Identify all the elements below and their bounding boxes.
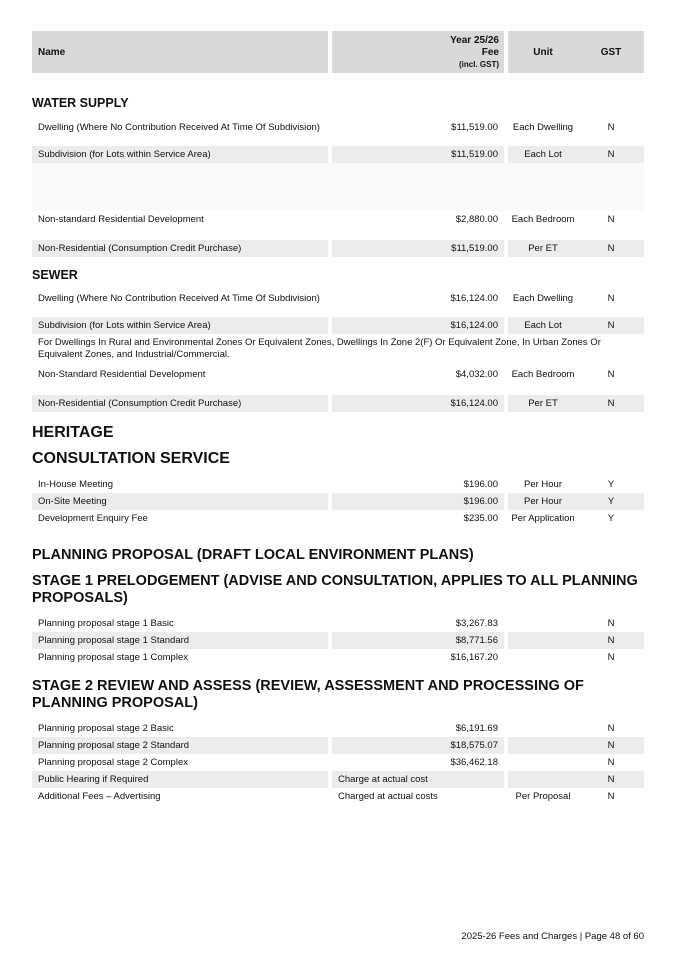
row-unit — [508, 771, 578, 788]
table-row — [32, 290, 644, 317]
row-fee: $11,519.00 — [451, 122, 498, 133]
section-title-planning-proposal: PLANNING PROPOSAL (DRAFT LOCAL ENVIRONMENT PLANS) — [32, 547, 474, 563]
row-fee: $8,771.56 — [332, 632, 504, 649]
row-unit: Per Proposal — [515, 791, 571, 802]
row-gst: N — [607, 757, 615, 768]
table-row — [32, 211, 644, 240]
sewer-zone-note: For Dwellings In Rural and Environmental Zones Or Equivalent Zones, Dwellings In Zone 2(F) Or Equivalent Zone, In Urban Zones Or Equivalent Zones, and Industrial/Commercial. — [38, 337, 601, 360]
row-fee: $36,462.18 — [450, 757, 498, 768]
row-gst: N — [607, 618, 615, 629]
table-row — [32, 754, 644, 771]
row-name: Public Hearing if Required — [32, 771, 328, 788]
row-gst: N — [578, 317, 644, 334]
row-fee: $11,519.00 — [332, 240, 504, 257]
row-fee: $235.00 — [463, 513, 498, 524]
page-footer: 2025-26 Fees and Charges | Page 48 of 60 — [461, 931, 644, 942]
row-fee: $4,032.00 — [455, 369, 498, 380]
row-fee: $16,167.20 — [450, 652, 498, 663]
row-name: Planning proposal stage 2 Basic — [38, 723, 174, 734]
table-row — [32, 771, 644, 788]
row-name: Planning proposal stage 1 Standard — [32, 632, 328, 649]
header-fee-year: Year 25/26 — [450, 35, 499, 46]
table-row — [32, 615, 644, 632]
table-row — [32, 720, 644, 737]
row-name: Planning proposal stage 1 Complex — [38, 652, 188, 663]
row-name: Additional Fees – Advertising — [38, 791, 161, 802]
header-name: Name — [32, 31, 328, 73]
row-gst: N — [607, 293, 615, 304]
row-unit — [508, 615, 578, 632]
row-unit: Per ET — [508, 395, 578, 412]
table-row — [32, 317, 644, 334]
row-gst: N — [578, 771, 644, 788]
row-gst: N — [578, 737, 644, 754]
header-fee-label: Fee — [481, 47, 499, 58]
row-unit — [508, 737, 578, 754]
row-name: Dwelling (Where No Contribution Received At Time Of Subdivision) — [38, 293, 320, 304]
row-unit: Each Lot — [508, 317, 578, 334]
table-row — [32, 632, 644, 649]
row-name: Development Enquiry Fee — [38, 513, 148, 524]
table-row — [32, 395, 644, 412]
fee-schedule-page — [32, 31, 644, 817]
header-fee — [332, 31, 504, 73]
row-unit: Each Lot — [508, 146, 578, 163]
section-title-heritage: HERITAGE — [32, 424, 114, 441]
table-row — [32, 476, 644, 493]
row-unit: Per ET — [508, 240, 578, 257]
section-title-consultation-service: CONSULTATION SERVICE — [32, 450, 230, 467]
row-unit: Each Bedroom — [511, 369, 575, 380]
table-row — [32, 240, 644, 257]
row-name: Non-standard Residential Development — [38, 214, 204, 225]
table-row — [32, 737, 644, 754]
table-header — [32, 31, 644, 73]
row-gst: N — [607, 723, 615, 734]
row-fee: $196.00 — [463, 479, 498, 490]
table-row — [32, 788, 644, 817]
row-name: Planning proposal stage 2 Standard — [32, 737, 328, 754]
row-unit — [508, 720, 578, 737]
row-fee: $16,124.00 — [332, 317, 504, 334]
table-row — [32, 493, 644, 510]
row-unit — [508, 649, 578, 666]
row-name: Planning proposal stage 2 Complex — [38, 757, 188, 768]
row-gst: Y — [607, 513, 615, 524]
section-title-stage-2: STAGE 2 REVIEW AND ASSESS (REVIEW, ASSESSMENT AND PROCESSING OF PLANNING PROPOSAL) — [32, 678, 584, 711]
row-name: On-Site Meeting — [32, 493, 328, 510]
row-gst: Y — [607, 479, 615, 490]
row-gst: N — [607, 122, 615, 133]
row-gst: N — [578, 632, 644, 649]
row-gst: N — [578, 240, 644, 257]
row-gst: N — [607, 652, 615, 663]
row-name: Planning proposal stage 1 Basic — [38, 618, 174, 629]
row-fee: Charge at actual cost — [332, 771, 504, 788]
row-unit: Each Dwelling — [512, 122, 574, 133]
row-gst: N — [578, 395, 644, 412]
section-title-water-supply: WATER SUPPLY — [32, 96, 129, 110]
row-unit: Each Dwelling — [512, 293, 574, 304]
row-fee: $11,519.00 — [332, 146, 504, 163]
row-name: In-House Meeting — [38, 479, 113, 490]
row-name: Subdivision (for Lots within Service Area) — [32, 317, 328, 334]
row-unit: Per Hour — [523, 479, 562, 490]
row-gst: Y — [578, 493, 644, 510]
row-unit: Each Bedroom — [511, 214, 575, 225]
row-gst: N — [607, 369, 615, 380]
row-unit: Per Application — [511, 513, 575, 524]
row-name: Non-Residential (Consumption Credit Purchase) — [32, 395, 328, 412]
row-unit — [508, 632, 578, 649]
header-fee-gst-note: (incl. GST) — [459, 60, 499, 69]
blank-row — [32, 163, 644, 211]
row-fee: $16,124.00 — [450, 293, 498, 304]
section-title-stage-1: STAGE 1 PRELODGEMENT (ADVISE AND CONSULTATION, APPLIES TO ALL PLANNING PROPOSALS) — [32, 573, 638, 606]
row-name: Non-Standard Residential Development — [38, 369, 206, 380]
row-fee: $6,191.69 — [455, 723, 498, 734]
row-fee: $18,575.07 — [332, 737, 504, 754]
row-gst: N — [578, 146, 644, 163]
table-row — [32, 366, 644, 395]
row-fee: $2,880.00 — [455, 214, 498, 225]
row-fee: $3,267.83 — [455, 618, 498, 629]
row-unit: Per Hour — [508, 493, 578, 510]
row-name: Non-Residential (Consumption Credit Purchase) — [32, 240, 328, 257]
row-name: Subdivision (for Lots within Service Area) — [32, 146, 328, 163]
row-fee: $196.00 — [332, 493, 504, 510]
row-gst: N — [607, 791, 615, 802]
table-row — [32, 146, 644, 163]
table-row — [32, 510, 644, 539]
row-gst: N — [607, 214, 615, 225]
row-name: Dwelling (Where No Contribution Received At Time Of Subdivision) — [38, 122, 320, 133]
header-gst: GST — [578, 31, 644, 73]
row-fee: Charged at actual costs — [338, 791, 438, 802]
table-row — [32, 649, 644, 666]
table-row — [32, 119, 644, 146]
section-title-sewer: SEWER — [32, 268, 78, 282]
row-unit — [508, 754, 578, 771]
header-unit: Unit — [508, 31, 578, 73]
row-fee: $16,124.00 — [332, 395, 504, 412]
